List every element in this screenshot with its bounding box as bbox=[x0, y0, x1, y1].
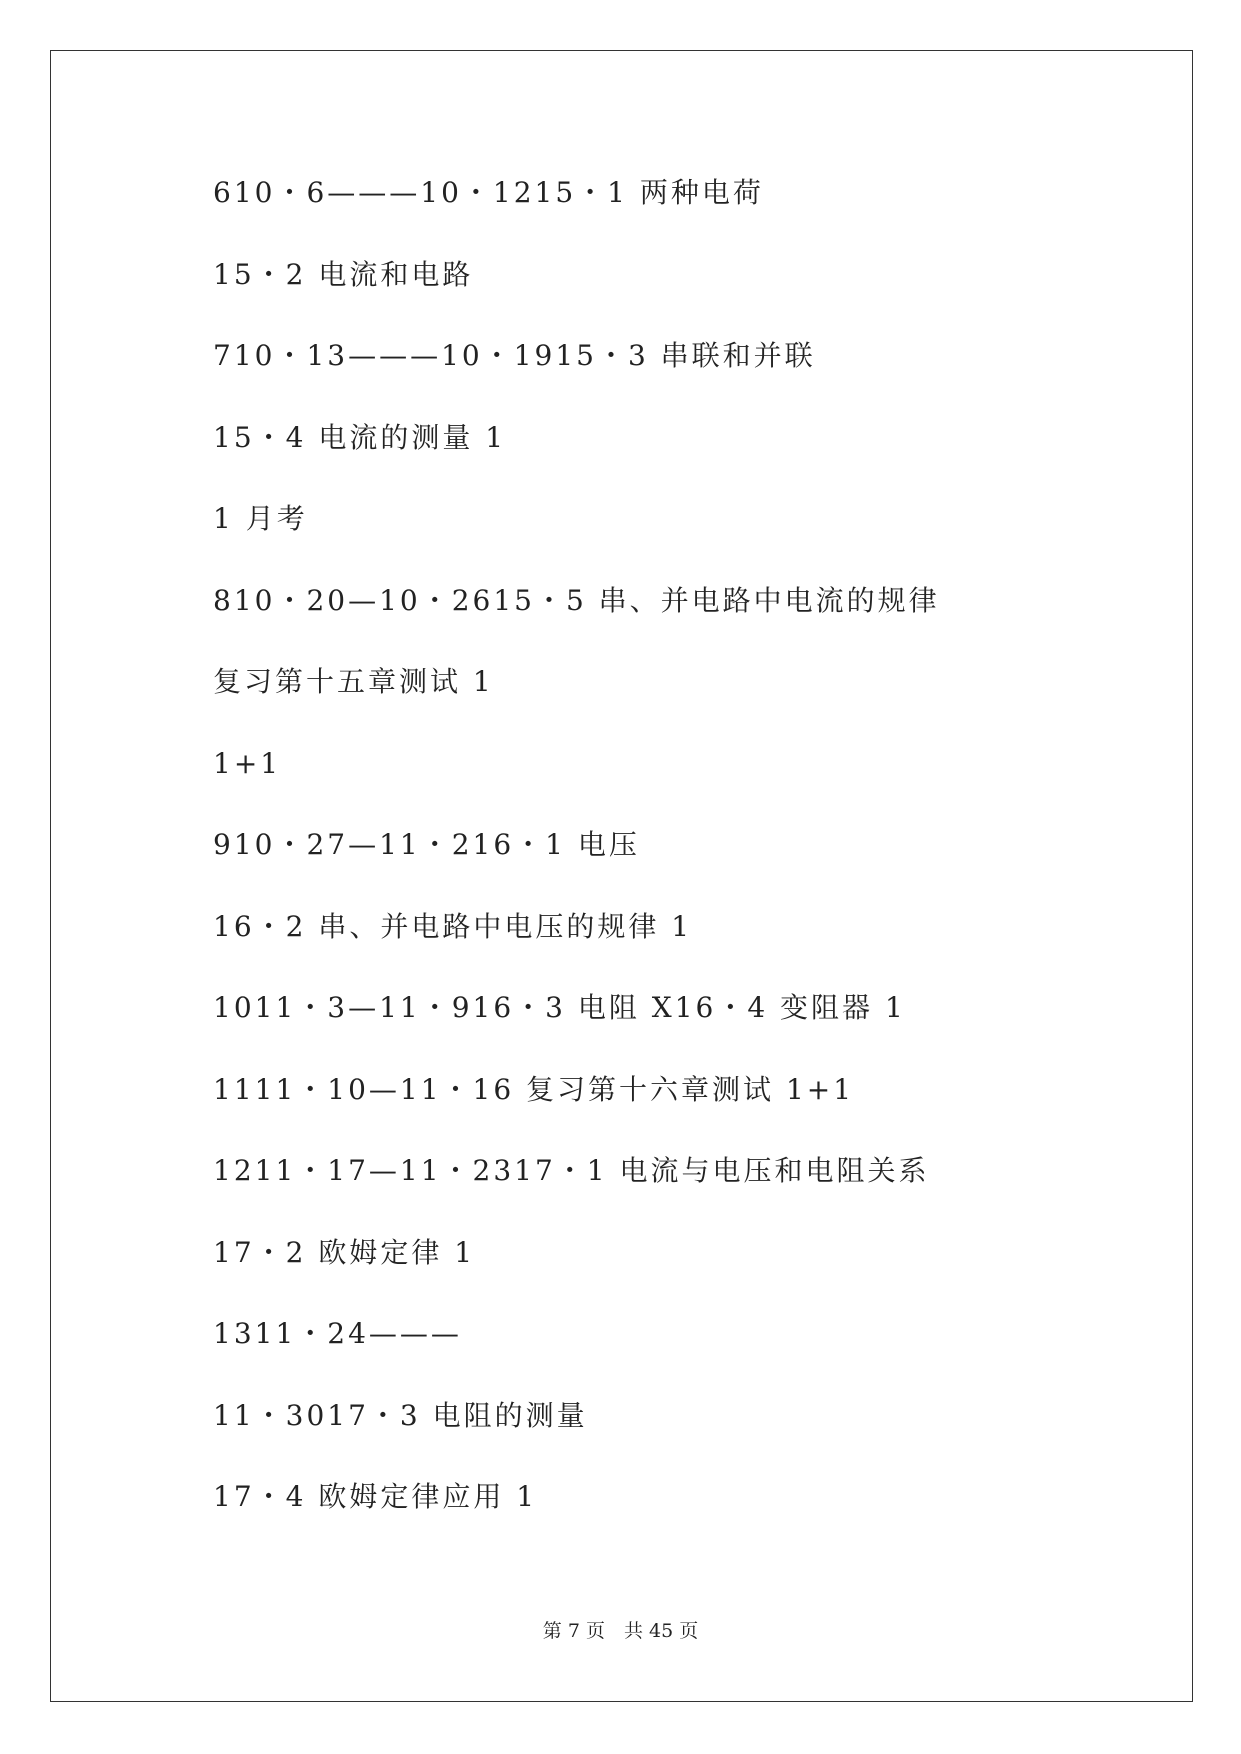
page-number-footer: 第 7 页 共 45 页 bbox=[542, 1620, 699, 1642]
text-line: 复习第十五章测试 1 bbox=[213, 665, 494, 698]
text-line: 710・13———10・1915・3 串联和并联 bbox=[213, 339, 816, 372]
text-line: 1 月考 bbox=[213, 502, 308, 535]
text-line: 16・2 串、并电路中电压的规律 1 bbox=[213, 909, 693, 943]
text-line: 810・20—10・2615・5 串、并电路中电流的规律 bbox=[213, 583, 940, 617]
text-line: 17・4 欧姆定律应用 1 bbox=[213, 1480, 538, 1513]
text-line: 610・6———10・1215・1 两种电荷 bbox=[213, 176, 764, 209]
document-body bbox=[213, 168, 1113, 1554]
text-line: 15・4 电流的测量 1 bbox=[213, 420, 507, 454]
text-line: 1+1 bbox=[213, 746, 282, 780]
text-line: 15・2 电流和电路 bbox=[213, 257, 474, 291]
text-line: 1011・3—11・916・3 电阻 X16・4 变阻器 1 bbox=[213, 991, 906, 1024]
text-line: 1311・24——— bbox=[213, 1317, 462, 1350]
text-line: 1111・10—11・16 复习第十六章测试 1+1 bbox=[213, 1072, 855, 1106]
text-line: 11・3017・3 电阻的测量 bbox=[213, 1398, 588, 1432]
text-line: 910・27—11・216・1 电压 bbox=[213, 828, 640, 861]
text-line: 17・2 欧姆定律 1 bbox=[213, 1235, 476, 1269]
text-line: 1211・17—11・2317・1 电流与电压和电阻关系 bbox=[213, 1154, 930, 1187]
